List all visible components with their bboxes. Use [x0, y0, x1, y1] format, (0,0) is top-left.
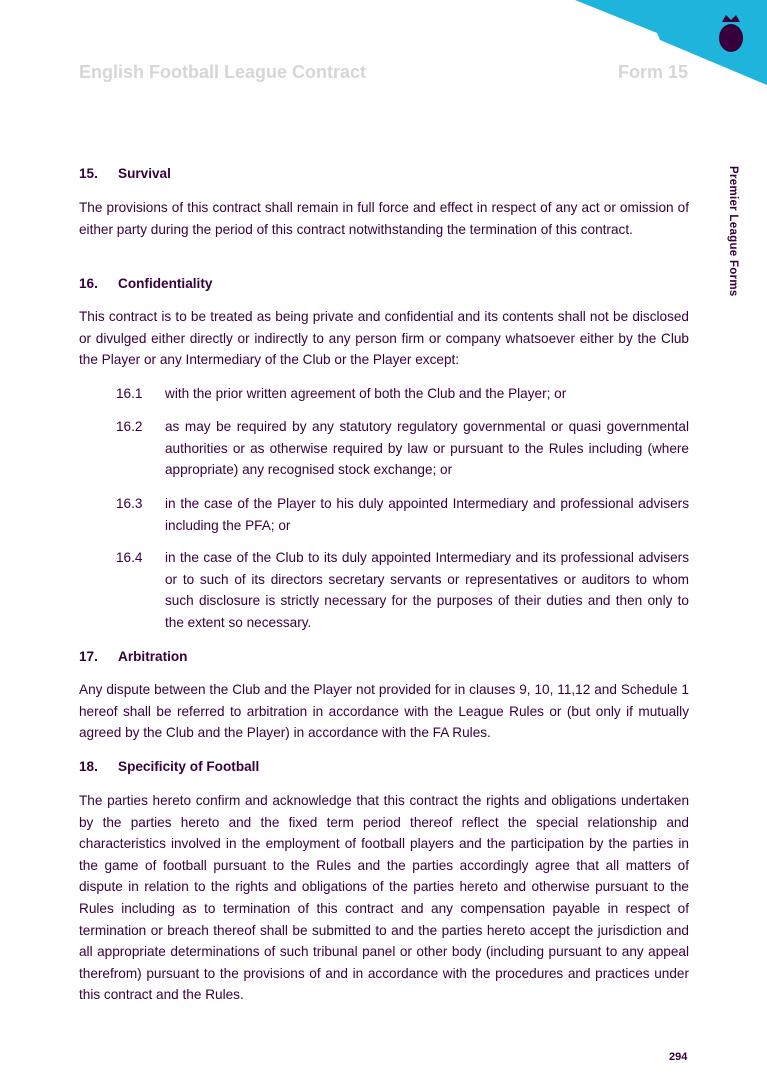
document-title: English Football League Contract — [79, 62, 367, 82]
section-heading: 17. Arbitration — [79, 649, 188, 664]
section-heading: 18. Specificity of Football — [79, 759, 260, 774]
section-heading: 15. Survival — [79, 166, 171, 181]
form-label: Form 15 — [618, 62, 689, 82]
section-heading: 16. Confidentiality — [79, 276, 213, 291]
sidebar-label: Premier League Forms — [727, 166, 739, 297]
section-body: This contract is to be treated as being private and confidential and its contents shall not be disclosed or divulged either directly or indirectly to any person firm or company whatsoever either by the Club the Player or any Intermediary of the Club or the Player except: — [79, 309, 689, 368]
section-body: The provisions of this contract shall remain in full force and effect in respect of any act or omission of either party during the period of this contract notwithstanding the termination of this contract. — [79, 200, 689, 237]
section-body: The parties hereto confirm and acknowledge that this contract the rights and obligations undertaken by the parties hereto and the fixed term period thereof reflect the special relationship and characteristics involved in the employment of football players and the participation by the parties in the game of football pursuant to the Rules and the parties accordingly agree that all matters of dispute in relation to the rights and obligations of the parties hereto and otherwise pursuant to the Rules including as to termination of this contract and any compensation payable in respect of termination or breach thereof shall be submitted to and the parties hereto accept the jurisdiction and all appropriate determinations of such tribunal panel or other body (including pursuant to any appeal therefrom) pursuant to the provisions of and in accordance with the procedures and practices under this contract and the Rules. — [79, 793, 689, 1003]
section-body: Any dispute between the Club and the Player not provided for in clauses 9, 10, 11,12 and Schedule 1 hereof shall be referred to arbitration in accordance with the League Rules or (but only if mutually agreed by the Club and the Player) in accordance with the FA Rules. — [79, 682, 689, 741]
sub-clause: 16.3 in the case of the Player to his duly appointed Intermediary and professional advisers including the PFA; or — [116, 496, 689, 533]
sub-clause: 16.4 in the case of the Club to its duly appointed Intermediary and its professional advisers or to such of its directors secretary servants or representatives or auditors to whom such disclosure is strictly necessary for the purposes of their duties and then only to the extent so necessary. — [116, 550, 689, 630]
page-number: 294 — [669, 1051, 688, 1063]
sub-clause: 16.1 with the prior written agreement of both the Club and the Player; or — [116, 386, 567, 401]
sub-clause: 16.2 as may be required by any statutory regulatory governmental or quasi governmental authorities or as otherwise required by law or pursuant to the Rules including (where appropriate) any recognised stock exchange; or — [116, 419, 689, 478]
